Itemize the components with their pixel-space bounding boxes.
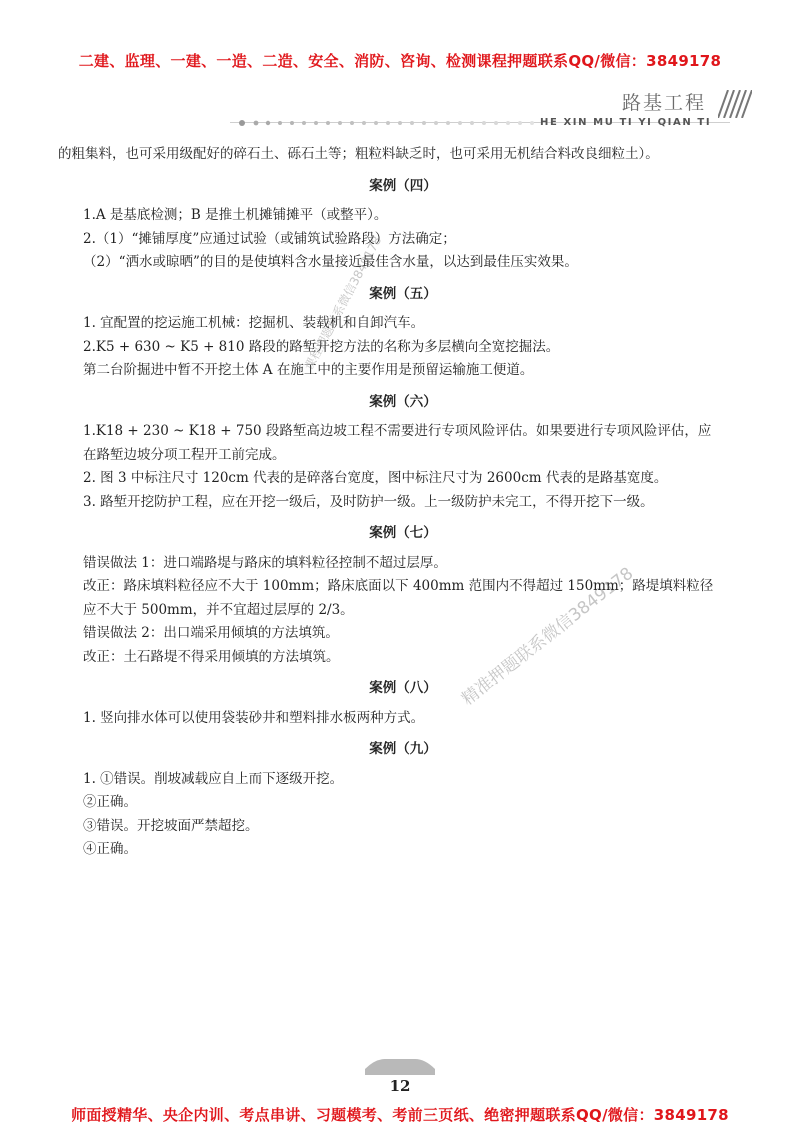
text-line: 1. ①错误。削坡减载应自上而下逐级开挖。: [83, 770, 344, 787]
bottom-promo-banner: 师面授精华、央企内训、考点串讲、习题模考、考前三页纸、绝密押题联系QQ/微信：3849178: [71, 1106, 729, 1124]
section-heading: 案例（九）: [369, 741, 437, 757]
intro-paragraph: 的粗集料，也可采用级配好的碎石土、砾石土等；粗粒料缺乏时，也可采用无机结合料改良细粒土）。: [58, 146, 659, 162]
text-line: （2）“洒水或晾晒”的目的是使填料含水量接近最佳含水量，以达到最佳压实效果。: [83, 254, 578, 270]
text-line: 1. 宜配置的挖运施工机械：挖掘机、装载机和自卸汽车。: [83, 315, 425, 331]
section-heading: 案例（六）: [369, 393, 437, 410]
text-line: 3. 路堑开挖防护工程，应在开挖一级后，及时防护一级。上一级防护未完工，不得开挖下一级。: [83, 493, 654, 510]
chapter-title: 路基工程: [622, 92, 707, 114]
text-line: 错误做法 2：出口端采用倾填的方法填筑。: [83, 625, 339, 641]
chapter-subtitle: HE XIN MU TI YI QIAN TI: [540, 117, 712, 128]
header-stripes-decoration: [718, 90, 752, 118]
text-line: 改正：路床填料粒径应不大于 100mm；路床底面以下 400mm 范围内不得超过 150mm；路堤填料粒径应不大于 500mm，并不宜超过层厚的 2/3。: [83, 578, 714, 618]
text-line: ④正确。: [83, 841, 137, 857]
text-line: ②正确。: [83, 794, 137, 810]
text-line: 第二台阶掘进中暂不开挖土体 A 在施工中的主要作用是预留运输施工便道。: [83, 362, 534, 378]
watermark-text: 课程押题联系微信3849178: [301, 233, 385, 373]
section-heading: 案例（四）: [369, 177, 437, 194]
page-tab-decoration: [365, 1057, 435, 1075]
text-line: 2. 图 3 中标注尺寸 120cm 代表的是碎落台宽度，图中标注尺寸为 2600cm 代表的是路基宽度。: [83, 470, 668, 486]
text-line: 1.K18 + 230 ~ K18 + 750 段路堑高边坡工程不需要进行专项风险评估。如果要进行专项风险评估，应在路堑边坡分项工程开工前完成。: [83, 423, 712, 463]
watermark-text: 精准押题联系微信3849178: [458, 563, 638, 710]
text-line: 2.K5 + 630 ~ K5 + 810 路段的路堑开挖方法的名称为多层横向全宽挖掘法。: [83, 338, 560, 355]
text-line: 错误做法 1：进口端路堤与路床的填料粒径控制不超过层厚。: [83, 554, 447, 571]
section-heading: 案例（五）: [369, 285, 437, 302]
text-line: 1. 竖向排水体可以使用袋装砂井和塑料排水板两种方式。: [83, 709, 425, 726]
text-line: 2.（1）“摊铺厚度”应通过试验（或铺筑试验路段）方法确定；: [83, 230, 456, 247]
text-line: ③错误。开挖坡面严禁超挖。: [83, 817, 259, 834]
text-line: 改正：土石路堤不得采用倾填的方法填筑。: [83, 648, 340, 665]
answer-content: [58, 143, 723, 862]
section-heading: 案例（八）: [369, 680, 437, 696]
header-dots-decoration: [238, 118, 538, 128]
section-heading: 案例（七）: [369, 525, 437, 541]
top-promo-banner: 二建、监理、一建、一造、二造、安全、消防、咨询、检测课程押题联系QQ/微信：3849178: [78, 52, 722, 70]
text-line: 1.A 是基底检测；B 是推土机摊铺摊平（或整平）。: [83, 207, 388, 223]
page-number: 12: [389, 1077, 411, 1095]
